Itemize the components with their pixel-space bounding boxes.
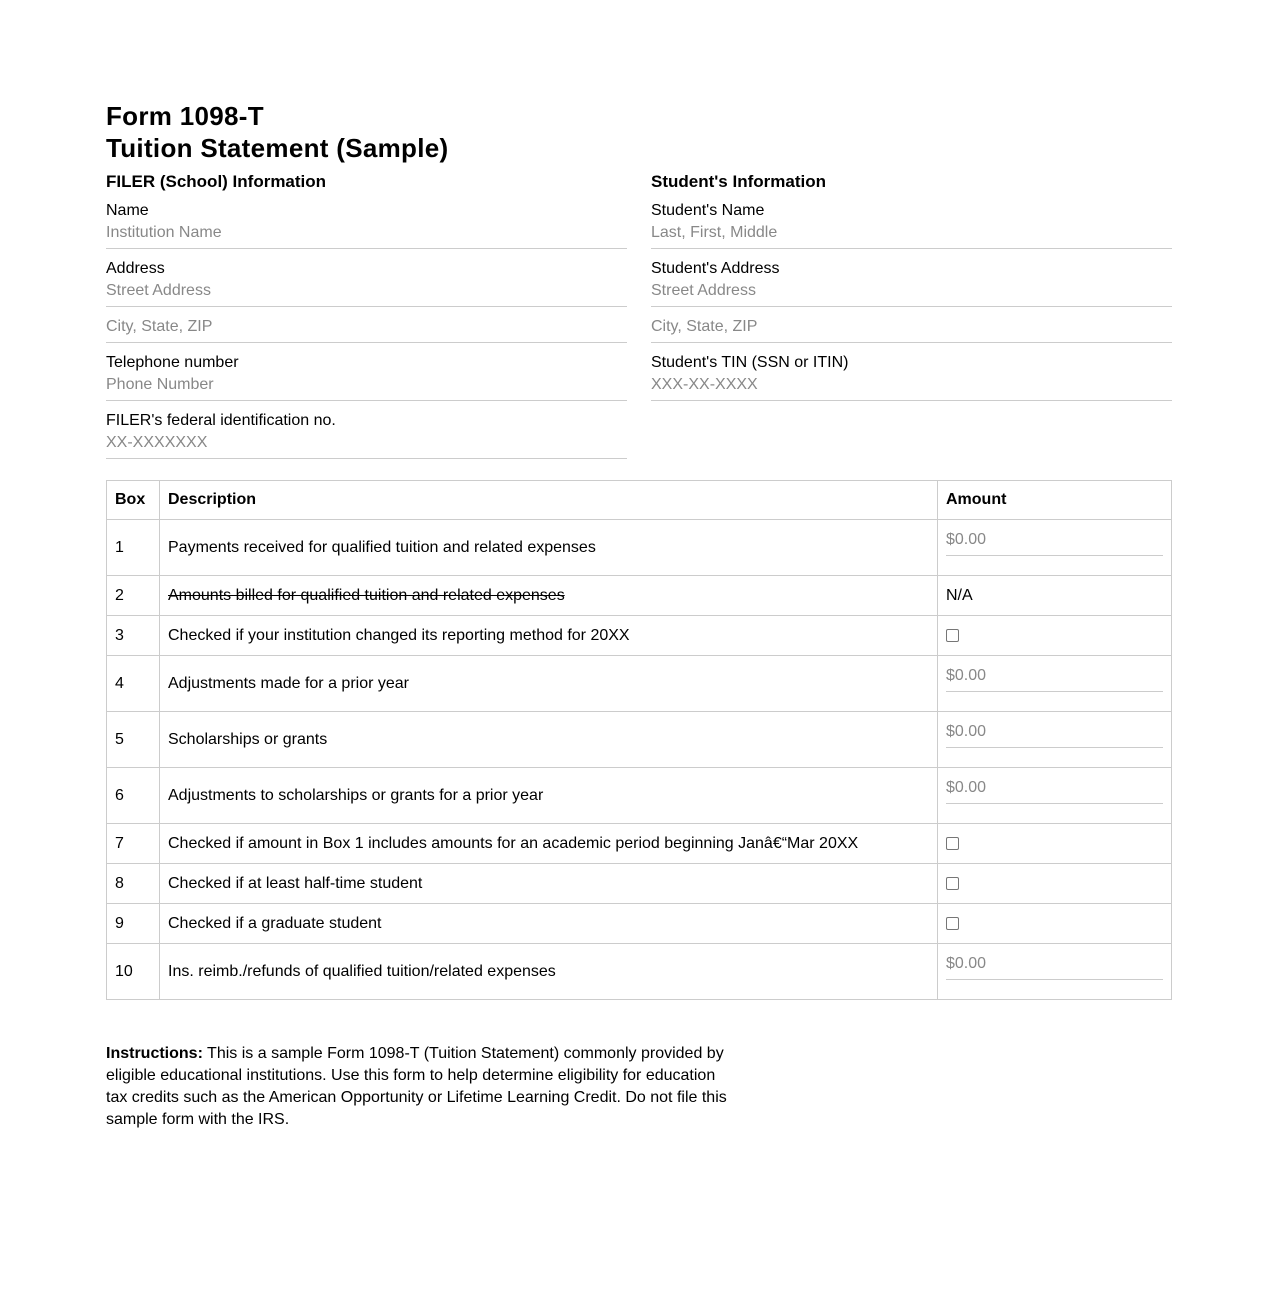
header-amount: Amount <box>938 481 1172 520</box>
box5-amount-input[interactable]: $0.00 <box>946 723 1163 748</box>
box-number: 3 <box>107 616 160 656</box>
student-city-input[interactable]: City, State, ZIP <box>651 318 758 335</box>
instructions-text: This is a sample Form 1098-T (Tuition Statement) commonly provided by eligible educational institutions. Use this form to help determine eligibility for education tax credits such as the American Opportunity or Lifetime Learning Credit. Do not file this sample form with the IRS. <box>106 1045 727 1128</box>
box1-amount-input[interactable]: $0.00 <box>946 531 1163 556</box>
box-number: 10 <box>107 944 160 1000</box>
filer-name-field[interactable] <box>106 200 627 249</box>
field-label: FILER's federal identification no. <box>106 412 336 429</box>
filer-section <box>106 170 627 468</box>
filer-city-input[interactable]: City, State, ZIP <box>106 318 213 335</box>
filer-heading: FILER (School) Information <box>106 172 327 191</box>
table-row <box>107 824 1172 864</box>
box-description: Amounts billed for qualified tuition and related expenses <box>160 576 938 616</box>
filer-ein-field[interactable] <box>106 410 627 459</box>
header-box: Box <box>107 481 160 520</box>
student-street-input[interactable]: Street Address <box>651 282 756 299</box>
box-number: 5 <box>107 712 160 768</box>
table-row <box>107 944 1172 1000</box>
box-description: Adjustments to scholarships or grants for a prior year <box>160 768 938 824</box>
filer-ein-input[interactable]: XX-XXXXXXX <box>106 434 208 451</box>
filer-city-field[interactable] <box>106 316 627 343</box>
table-row <box>107 576 1172 616</box>
box-number: 1 <box>107 520 160 576</box>
field-label: Address <box>106 260 165 277</box>
box-description: Scholarships or grants <box>160 712 938 768</box>
student-heading: Student's Information <box>651 172 826 191</box>
box-description: Payments received for qualified tuition and related expenses <box>160 520 938 576</box>
box6-amount-input[interactable]: $0.00 <box>946 779 1163 804</box>
info-columns <box>106 170 1172 468</box>
filer-phone-field[interactable] <box>106 352 627 401</box>
student-section <box>651 170 1172 468</box>
field-label: Student's Name <box>651 202 765 219</box>
table-row <box>107 712 1172 768</box>
box7-checkbox[interactable] <box>946 837 959 850</box>
form-title: Tuition Statement (Sample) <box>106 133 449 163</box>
field-label: Telephone number <box>106 354 239 371</box>
box-number: 6 <box>107 768 160 824</box>
box8-checkbox[interactable] <box>946 877 959 890</box>
box-number: 8 <box>107 864 160 904</box>
box-description: Ins. reimb./refunds of qualified tuition/related expenses <box>160 944 938 1000</box>
box2-value: N/A <box>938 576 1172 616</box>
table-row <box>107 904 1172 944</box>
table-row <box>107 616 1172 656</box>
student-name-field[interactable] <box>651 200 1172 249</box>
form-page <box>106 100 1172 1128</box>
filer-address-field[interactable] <box>106 258 627 307</box>
box-description: Checked if a graduate student <box>160 904 938 944</box>
box-number: 4 <box>107 656 160 712</box>
box-number: 2 <box>107 576 160 616</box>
boxes-table <box>106 480 1172 1000</box>
student-name-input[interactable]: Last, First, Middle <box>651 224 778 241</box>
form-number: Form 1098-T <box>106 101 264 131</box>
field-label: Name <box>106 202 149 219</box>
field-label: Student's TIN (SSN or ITIN) <box>651 354 849 371</box>
student-address-field[interactable] <box>651 258 1172 307</box>
instructions-label: Instructions: <box>106 1045 203 1062</box>
table-row <box>107 864 1172 904</box>
institution-name-input[interactable]: Institution Name <box>106 224 222 241</box>
box-description: Checked if your institution changed its reporting method for 20XX <box>160 616 938 656</box>
box-description: Checked if amount in Box 1 includes amounts for an academic period beginning Janâ€“Mar 20XX <box>160 824 938 864</box>
table-row <box>107 656 1172 712</box>
filer-street-input[interactable]: Street Address <box>106 282 211 299</box>
table-row <box>107 520 1172 576</box>
box10-amount-input[interactable]: $0.00 <box>946 955 1163 980</box>
page-title <box>106 100 1172 164</box>
box3-checkbox[interactable] <box>946 629 959 642</box>
box-number: 9 <box>107 904 160 944</box>
filer-phone-input[interactable]: Phone Number <box>106 376 214 393</box>
student-tin-field[interactable] <box>651 352 1172 401</box>
box-description: Adjustments made for a prior year <box>160 656 938 712</box>
student-city-field[interactable] <box>651 316 1172 343</box>
instructions-paragraph <box>106 1043 736 1131</box>
field-label: Student's Address <box>651 260 780 277</box>
table-header-row <box>107 481 1172 520</box>
box-description: Checked if at least half-time student <box>160 864 938 904</box>
box9-checkbox[interactable] <box>946 917 959 930</box>
header-description: Description <box>160 481 938 520</box>
student-tin-input[interactable]: XXX-XX-XXXX <box>651 376 758 393</box>
box4-amount-input[interactable]: $0.00 <box>946 667 1163 692</box>
box-number: 7 <box>107 824 160 864</box>
table-row <box>107 768 1172 824</box>
